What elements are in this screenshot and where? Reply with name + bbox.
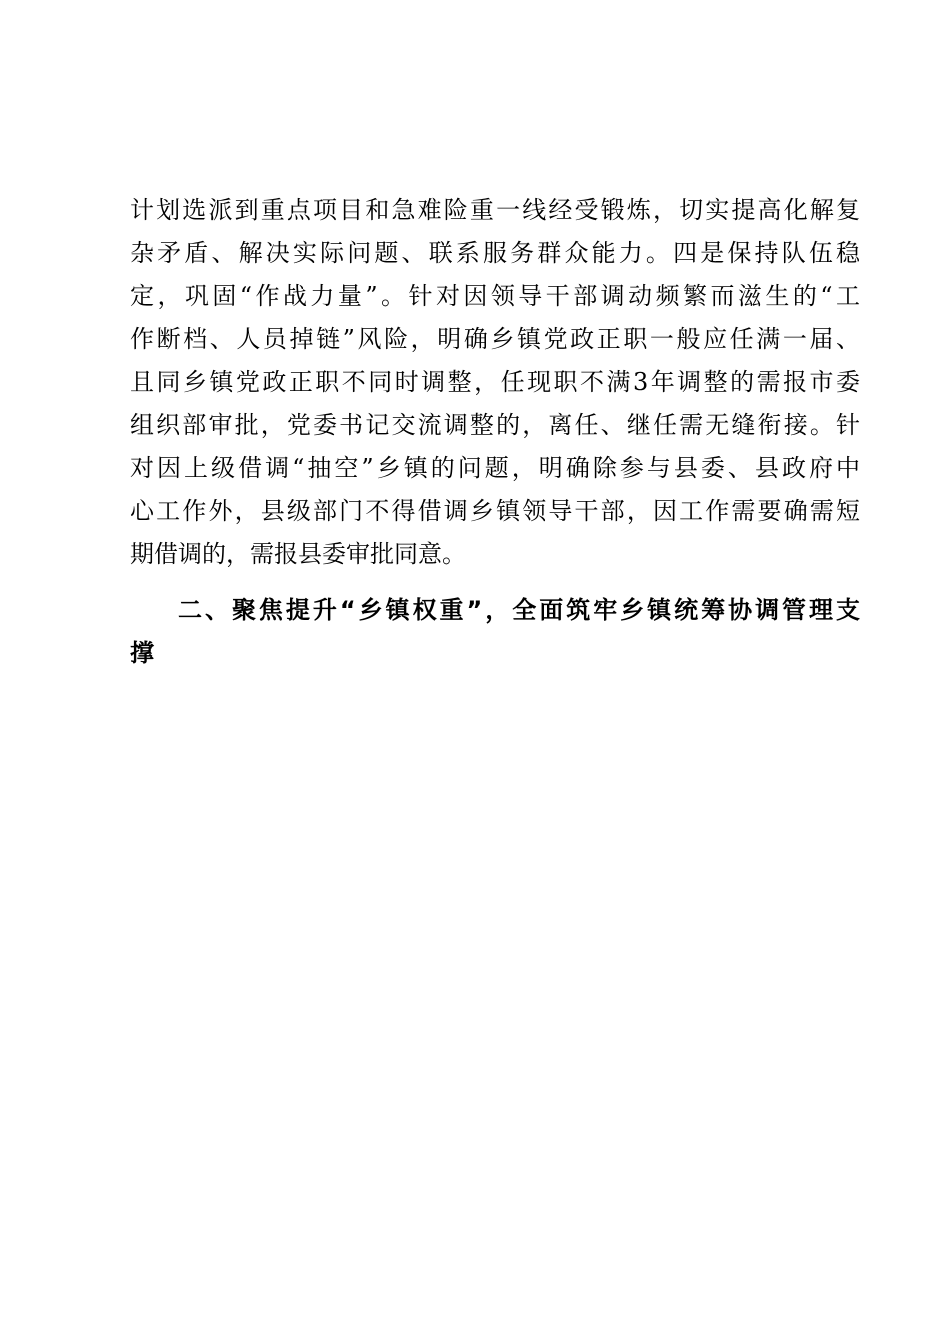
body-paragraph xyxy=(130,189,860,576)
paragraph-line: 杂矛盾、解决实际问题、联系服务群众能力。四是保持队伍稳 xyxy=(130,239,860,267)
paragraph-line: 作断档、人员掉链”风险，明确乡镇党政正职一般应任满一届、 xyxy=(130,325,860,353)
heading-line: 撑 xyxy=(130,639,154,667)
paragraph-line: 期借调的，需报县委审批同意。 xyxy=(130,540,466,568)
section-heading xyxy=(130,589,860,675)
paragraph-line: 定，巩固“作战力量”。针对因领导干部调动频繁而滋生的“工 xyxy=(130,282,860,310)
paragraph-line: 组织部审批，党委书记交流调整的，离任、继任需无缝衔接。针 xyxy=(130,411,860,439)
paragraph-line: 且同乡镇党政正职不同时调整，任现职不满3年调整的需报市委 xyxy=(130,368,860,396)
paragraph-line: 对因上级借调“抽空”乡镇的问题，明确除参与县委、县政府中 xyxy=(130,454,860,482)
paragraph-line: 心工作外，县级部门不得借调乡镇领导干部，因工作需要确需短 xyxy=(130,497,860,525)
heading-line: 二、聚焦提升“乡镇权重”，全面筑牢乡镇统筹协调管理支 xyxy=(178,596,860,624)
paragraph-line: 计划选派到重点项目和急难险重一线经受锻炼，切实提高化解复 xyxy=(130,196,860,224)
